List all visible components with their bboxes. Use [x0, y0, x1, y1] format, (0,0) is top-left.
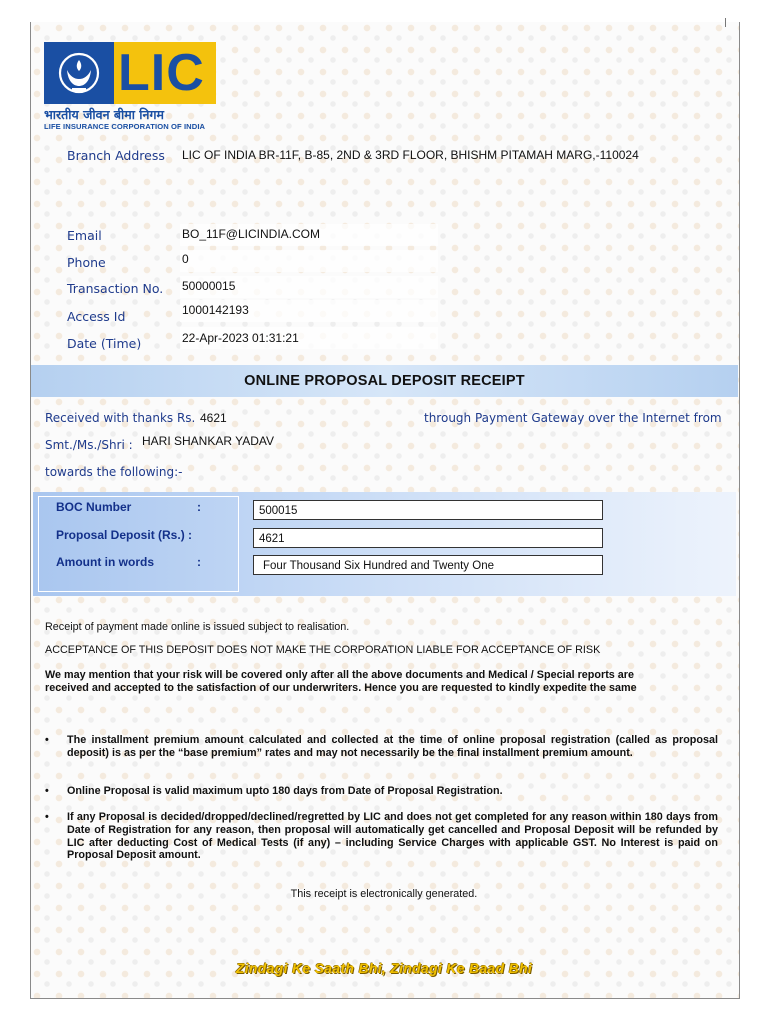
title-band [31, 365, 738, 397]
amount-in-words-field: Four Thousand Six Hundred and Twenty One [253, 555, 603, 575]
logo-brand-text: LIC [118, 44, 205, 102]
payer-name: HARI SHANKAR YADAV [142, 434, 275, 448]
bullet-premium: The installment premium amount calculated and collected at the time of online proposal registration (called as proposal deposit) is as per the “base premium” rates and may not necessarily be the final installment premium amount. [67, 734, 718, 759]
electronic-receipt-note: This receipt is electronically generated. [290, 888, 478, 900]
bullet-dot: • [45, 785, 49, 797]
boc-number-label: BOC Number [56, 500, 132, 514]
transaction-no-label: Transaction No. [67, 281, 164, 296]
phone-value: 0 [182, 252, 189, 266]
bullet-refund: If any Proposal is decided/dropped/declined/regretted by LIC and does not get completed for any reason within 180 days from Date of Registration for any reason, then proposal will automatically get cancelled and Proposal Deposit will be refunded by LIC after deducting Cost of Medical Tests (if any) – including Service Charges with applicable GST. No Interest is paid on Proposal Deposit amount. [67, 811, 718, 862]
date-time-value: 22-Apr-2023 01:31:21 [182, 331, 299, 345]
boc-number-field: 500015 [253, 500, 603, 520]
acceptance-note: ACCEPTANCE OF THIS DEPOSIT DOES NOT MAKE THE CORPORATION LIABLE FOR ACCEPTANCE OF RISK [45, 644, 601, 656]
hands-lamp-icon [58, 48, 100, 98]
access-id-label: Access Id [67, 309, 126, 324]
page-corner-mark [725, 18, 726, 27]
amount-in-words-label: Amount in words [56, 555, 154, 569]
received-label: Received with thanks Rs. [45, 411, 196, 425]
towards-text: towards the following:- [45, 465, 183, 479]
bullet-dot: • [45, 734, 49, 746]
lic-logo [44, 42, 216, 132]
branch-address-value: LIC OF INDIA BR-11F, B-85, 2ND & 3RD FLOOR, BHISHM PITAMAH MARG,-110024 [182, 148, 639, 162]
receipt-title: ONLINE PROPOSAL DEPOSIT RECEIPT [244, 373, 525, 389]
email-value: BO_11F@LICINDIA.COM [182, 227, 320, 241]
phone-label: Phone [67, 255, 106, 270]
boc-number-colon: : [197, 500, 201, 514]
logo-hindi-name: भारतीय जीवन बीमा निगम [44, 107, 164, 122]
realisation-note: Receipt of payment made online is issued subject to realisation. [45, 621, 350, 633]
gateway-text: through Payment Gateway over the Internet from [424, 411, 722, 425]
bullet-validity: Online Proposal is valid maximum upto 180 days from Date of Proposal Registration. [67, 785, 503, 797]
bullet-dot: • [45, 811, 49, 823]
lic-slogan: Zindagi Ke Saath Bhi, Zindagi Ke Baad Bhi [235, 960, 533, 976]
value-background [180, 250, 438, 272]
logo-english-name: LIFE INSURANCE CORPORATION OF INDIA [44, 122, 206, 131]
name-label: Smt./Ms./Shri : [45, 438, 133, 452]
email-label: Email [67, 228, 102, 243]
risk-note: We may mention that your risk will be covered only after all the above documents and Medical / Special reports are received and accepted to the satisfaction of our underwriters. Hence you are requested to kindly expedite the same [45, 669, 637, 694]
date-time-label: Date (Time) [67, 336, 142, 351]
received-amount: 4621 [200, 411, 227, 425]
access-id-value: 1000142193 [182, 303, 249, 317]
amount-in-words-colon: : [197, 555, 201, 569]
transaction-no-value: 50000015 [182, 279, 236, 293]
branch-address-label: Branch Address [67, 148, 165, 163]
proposal-deposit-label: Proposal Deposit (Rs.) : [56, 528, 193, 542]
proposal-deposit-field: 4621 [253, 528, 603, 548]
